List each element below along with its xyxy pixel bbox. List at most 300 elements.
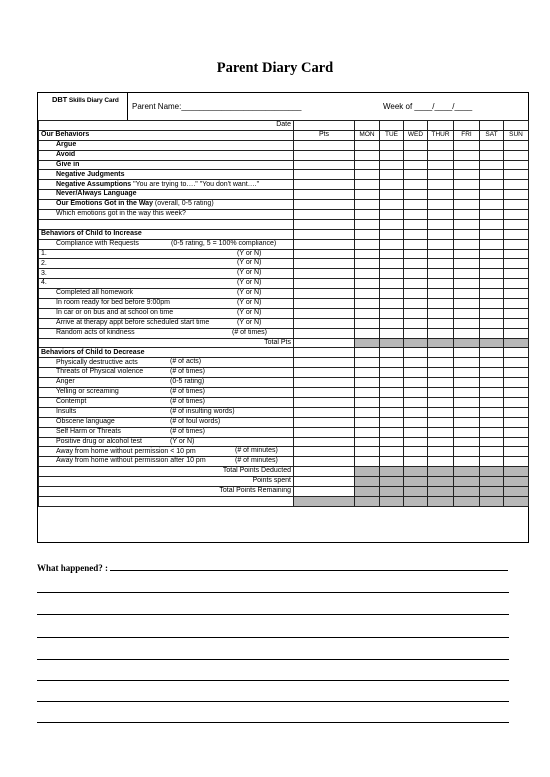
day-cell[interactable] — [454, 417, 480, 427]
day-cell[interactable] — [480, 338, 504, 348]
day-cell[interactable] — [454, 496, 480, 506]
day-cell[interactable] — [355, 318, 380, 328]
day-cell[interactable] — [428, 279, 454, 289]
day-cell[interactable] — [504, 467, 529, 477]
day-cell[interactable] — [428, 259, 454, 269]
day-cell[interactable] — [428, 338, 454, 348]
day-cell[interactable] — [480, 140, 504, 150]
day-cell[interactable] — [454, 328, 480, 338]
day-cell[interactable] — [404, 338, 428, 348]
day-cell[interactable] — [504, 219, 529, 229]
pts-cell[interactable] — [294, 249, 355, 259]
pts-cell[interactable] — [294, 279, 355, 289]
day-cell[interactable] — [504, 397, 529, 407]
day-cell[interactable] — [504, 210, 529, 220]
pts-cell[interactable] — [294, 348, 355, 358]
day-cell[interactable] — [355, 348, 380, 358]
day-cell[interactable] — [404, 170, 428, 180]
day-cell[interactable] — [380, 269, 404, 279]
day-cell[interactable] — [480, 368, 504, 378]
day-cell[interactable] — [355, 338, 380, 348]
day-cell[interactable] — [504, 457, 529, 467]
day-cell[interactable] — [355, 170, 380, 180]
day-cell[interactable] — [355, 358, 380, 368]
day-cell[interactable] — [380, 229, 404, 239]
day-cell[interactable] — [380, 318, 404, 328]
day-cell[interactable] — [428, 358, 454, 368]
day-cell[interactable] — [404, 308, 428, 318]
week-of-field[interactable]: Week of ____/____/____ — [383, 102, 473, 111]
day-cell[interactable] — [404, 121, 428, 131]
answer-line[interactable] — [110, 570, 508, 571]
day-cell[interactable] — [504, 150, 529, 160]
day-cell[interactable] — [480, 289, 504, 299]
day-cell[interactable] — [428, 368, 454, 378]
pts-cell[interactable] — [294, 219, 355, 229]
day-cell[interactable] — [504, 348, 529, 358]
day-cell[interactable] — [380, 397, 404, 407]
day-cell[interactable] — [454, 289, 480, 299]
day-cell[interactable] — [380, 328, 404, 338]
day-cell[interactable] — [428, 388, 454, 398]
day-cell[interactable] — [454, 190, 480, 200]
day-cell[interactable] — [404, 279, 428, 289]
pts-cell[interactable] — [294, 378, 355, 388]
day-cell[interactable] — [454, 407, 480, 417]
day-cell[interactable] — [355, 140, 380, 150]
day-cell[interactable] — [380, 388, 404, 398]
day-cell[interactable] — [504, 486, 529, 496]
day-cell[interactable] — [380, 259, 404, 269]
day-cell[interactable] — [504, 378, 529, 388]
day-cell[interactable] — [504, 229, 529, 239]
day-cell[interactable] — [480, 219, 504, 229]
day-cell[interactable] — [480, 496, 504, 506]
day-cell[interactable] — [480, 259, 504, 269]
pts-cell[interactable] — [294, 467, 355, 477]
day-cell[interactable] — [428, 210, 454, 220]
day-cell[interactable] — [480, 190, 504, 200]
day-cell[interactable] — [504, 121, 529, 131]
day-cell[interactable] — [454, 486, 480, 496]
day-cell[interactable] — [504, 180, 529, 190]
day-cell[interactable] — [480, 150, 504, 160]
day-cell[interactable] — [480, 279, 504, 289]
day-cell[interactable] — [380, 299, 404, 309]
day-cell[interactable] — [504, 299, 529, 309]
day-cell[interactable] — [404, 289, 428, 299]
day-cell[interactable] — [504, 249, 529, 259]
day-cell[interactable] — [504, 358, 529, 368]
pts-cell[interactable] — [294, 427, 355, 437]
day-cell[interactable] — [355, 457, 380, 467]
day-cell[interactable] — [428, 348, 454, 358]
day-cell[interactable] — [404, 318, 428, 328]
day-cell[interactable] — [504, 200, 529, 210]
day-cell[interactable] — [454, 338, 480, 348]
day-cell[interactable] — [454, 249, 480, 259]
pts-cell[interactable] — [294, 457, 355, 467]
day-cell[interactable] — [454, 279, 480, 289]
pts-cell[interactable] — [294, 140, 355, 150]
day-cell[interactable] — [480, 328, 504, 338]
day-cell[interactable] — [428, 467, 454, 477]
day-cell[interactable] — [504, 318, 529, 328]
day-cell[interactable] — [404, 190, 428, 200]
pts-cell[interactable] — [294, 368, 355, 378]
day-cell[interactable] — [480, 249, 504, 259]
day-cell[interactable] — [480, 239, 504, 249]
day-cell[interactable] — [380, 308, 404, 318]
day-cell[interactable] — [355, 447, 380, 457]
day-cell[interactable] — [380, 338, 404, 348]
day-cell[interactable] — [454, 299, 480, 309]
day-cell[interactable] — [480, 269, 504, 279]
day-cell[interactable] — [454, 397, 480, 407]
day-cell[interactable] — [454, 477, 480, 487]
day-cell[interactable] — [454, 447, 480, 457]
pts-cell[interactable] — [294, 417, 355, 427]
day-cell[interactable] — [404, 269, 428, 279]
pts-cell[interactable] — [294, 259, 355, 269]
day-cell[interactable] — [404, 180, 428, 190]
day-cell[interactable] — [428, 140, 454, 150]
day-cell[interactable] — [454, 437, 480, 447]
day-cell[interactable] — [404, 150, 428, 160]
day-cell[interactable] — [454, 467, 480, 477]
day-cell[interactable] — [480, 318, 504, 328]
pts-cell[interactable] — [294, 318, 355, 328]
day-cell[interactable] — [428, 427, 454, 437]
day-cell[interactable] — [404, 397, 428, 407]
answer-line[interactable] — [37, 722, 509, 723]
day-cell[interactable] — [404, 328, 428, 338]
day-cell[interactable] — [380, 407, 404, 417]
day-cell[interactable] — [454, 269, 480, 279]
day-cell[interactable] — [504, 160, 529, 170]
day-cell[interactable] — [454, 150, 480, 160]
day-cell[interactable] — [355, 378, 380, 388]
day-cell[interactable] — [404, 358, 428, 368]
parent-name-field[interactable]: Parent Name:___________________________ — [132, 102, 302, 111]
day-cell[interactable] — [504, 496, 529, 506]
day-cell[interactable] — [504, 388, 529, 398]
day-cell[interactable] — [355, 368, 380, 378]
day-cell[interactable] — [380, 457, 404, 467]
day-cell[interactable] — [404, 299, 428, 309]
day-cell[interactable] — [428, 170, 454, 180]
day-cell[interactable] — [454, 259, 480, 269]
day-cell[interactable] — [428, 229, 454, 239]
day-cell[interactable] — [504, 477, 529, 487]
answer-line[interactable] — [37, 659, 509, 660]
day-cell[interactable] — [355, 219, 380, 229]
day-cell[interactable] — [380, 358, 404, 368]
day-cell[interactable] — [504, 140, 529, 150]
day-cell[interactable] — [504, 279, 529, 289]
day-cell[interactable] — [504, 447, 529, 457]
day-cell[interactable] — [480, 397, 504, 407]
pts-cell[interactable] — [294, 407, 355, 417]
day-cell[interactable] — [380, 249, 404, 259]
day-cell[interactable] — [355, 150, 380, 160]
day-cell[interactable] — [480, 388, 504, 398]
day-cell[interactable] — [428, 150, 454, 160]
day-cell[interactable] — [355, 328, 380, 338]
pts-cell[interactable] — [294, 269, 355, 279]
answer-line[interactable] — [37, 614, 509, 615]
pts-cell[interactable] — [294, 229, 355, 239]
day-cell[interactable] — [454, 229, 480, 239]
day-cell[interactable] — [454, 170, 480, 180]
day-cell[interactable] — [504, 269, 529, 279]
pts-cell[interactable] — [294, 328, 355, 338]
day-cell[interactable] — [355, 308, 380, 318]
day-cell[interactable] — [504, 190, 529, 200]
day-cell[interactable] — [404, 388, 428, 398]
day-cell[interactable] — [428, 447, 454, 457]
day-cell[interactable] — [480, 467, 504, 477]
pts-cell[interactable] — [294, 190, 355, 200]
day-cell[interactable] — [428, 457, 454, 467]
day-cell[interactable] — [428, 378, 454, 388]
pts-cell[interactable] — [294, 299, 355, 309]
day-cell[interactable] — [480, 358, 504, 368]
day-cell[interactable] — [355, 210, 380, 220]
day-cell[interactable] — [380, 170, 404, 180]
day-cell[interactable] — [404, 249, 428, 259]
day-cell[interactable] — [480, 437, 504, 447]
day-cell[interactable] — [380, 447, 404, 457]
day-cell[interactable] — [454, 239, 480, 249]
day-cell[interactable] — [380, 437, 404, 447]
day-cell[interactable] — [454, 210, 480, 220]
day-cell[interactable] — [404, 219, 428, 229]
pts-cell[interactable] — [294, 150, 355, 160]
day-cell[interactable] — [428, 486, 454, 496]
day-cell[interactable] — [454, 427, 480, 437]
day-cell[interactable] — [380, 121, 404, 131]
day-cell[interactable] — [404, 210, 428, 220]
day-cell[interactable] — [380, 279, 404, 289]
day-cell[interactable] — [404, 437, 428, 447]
day-cell[interactable] — [380, 417, 404, 427]
day-cell[interactable] — [355, 417, 380, 427]
day-cell[interactable] — [404, 447, 428, 457]
day-cell[interactable] — [404, 477, 428, 487]
day-cell[interactable] — [404, 348, 428, 358]
pts-cell[interactable] — [294, 496, 355, 506]
day-cell[interactable] — [404, 259, 428, 269]
day-cell[interactable] — [504, 338, 529, 348]
day-cell[interactable] — [428, 417, 454, 427]
day-cell[interactable] — [355, 427, 380, 437]
pts-cell[interactable] — [294, 447, 355, 457]
day-cell[interactable] — [355, 486, 380, 496]
day-cell[interactable] — [504, 427, 529, 437]
day-cell[interactable] — [428, 200, 454, 210]
day-cell[interactable] — [355, 121, 380, 131]
pts-cell[interactable] — [294, 289, 355, 299]
day-cell[interactable] — [480, 457, 504, 467]
day-cell[interactable] — [404, 417, 428, 427]
day-cell[interactable] — [428, 249, 454, 259]
pts-cell[interactable] — [294, 180, 355, 190]
day-cell[interactable] — [504, 437, 529, 447]
answer-line[interactable] — [37, 680, 509, 681]
day-cell[interactable] — [355, 239, 380, 249]
day-cell[interactable] — [480, 378, 504, 388]
day-cell[interactable] — [428, 289, 454, 299]
day-cell[interactable] — [504, 239, 529, 249]
day-cell[interactable] — [380, 219, 404, 229]
day-cell[interactable] — [380, 477, 404, 487]
answer-line[interactable] — [37, 592, 509, 593]
pts-cell[interactable] — [294, 338, 355, 348]
pts-cell[interactable] — [294, 388, 355, 398]
answer-line[interactable] — [37, 637, 509, 638]
day-cell[interactable] — [355, 279, 380, 289]
day-cell[interactable] — [480, 447, 504, 457]
day-cell[interactable] — [355, 259, 380, 269]
day-cell[interactable] — [454, 121, 480, 131]
day-cell[interactable] — [404, 160, 428, 170]
day-cell[interactable] — [380, 210, 404, 220]
day-cell[interactable] — [428, 121, 454, 131]
day-cell[interactable] — [404, 229, 428, 239]
day-cell[interactable] — [504, 259, 529, 269]
day-cell[interactable] — [355, 249, 380, 259]
pts-cell[interactable] — [294, 210, 355, 220]
day-cell[interactable] — [380, 427, 404, 437]
day-cell[interactable] — [404, 368, 428, 378]
day-cell[interactable] — [380, 348, 404, 358]
pts-cell[interactable] — [294, 486, 355, 496]
day-cell[interactable] — [454, 160, 480, 170]
day-cell[interactable] — [355, 388, 380, 398]
day-cell[interactable] — [355, 269, 380, 279]
day-cell[interactable] — [428, 239, 454, 249]
day-cell[interactable] — [454, 378, 480, 388]
day-cell[interactable] — [480, 299, 504, 309]
day-cell[interactable] — [355, 477, 380, 487]
day-cell[interactable] — [428, 190, 454, 200]
day-cell[interactable] — [454, 219, 480, 229]
pts-cell[interactable] — [294, 358, 355, 368]
pts-cell[interactable] — [294, 121, 355, 131]
day-cell[interactable] — [380, 200, 404, 210]
day-cell[interactable] — [404, 427, 428, 437]
day-cell[interactable] — [454, 318, 480, 328]
day-cell[interactable] — [404, 200, 428, 210]
day-cell[interactable] — [404, 140, 428, 150]
pts-cell[interactable] — [294, 170, 355, 180]
day-cell[interactable] — [355, 160, 380, 170]
day-cell[interactable] — [428, 219, 454, 229]
day-cell[interactable] — [404, 467, 428, 477]
day-cell[interactable] — [355, 200, 380, 210]
day-cell[interactable] — [428, 318, 454, 328]
day-cell[interactable] — [480, 180, 504, 190]
day-cell[interactable] — [404, 496, 428, 506]
pts-cell[interactable] — [294, 160, 355, 170]
day-cell[interactable] — [380, 160, 404, 170]
day-cell[interactable] — [355, 180, 380, 190]
day-cell[interactable] — [380, 180, 404, 190]
day-cell[interactable] — [504, 417, 529, 427]
answer-line[interactable] — [37, 701, 509, 702]
day-cell[interactable] — [480, 210, 504, 220]
day-cell[interactable] — [454, 348, 480, 358]
day-cell[interactable] — [454, 457, 480, 467]
day-cell[interactable] — [380, 368, 404, 378]
day-cell[interactable] — [355, 229, 380, 239]
day-cell[interactable] — [454, 388, 480, 398]
day-cell[interactable] — [480, 348, 504, 358]
day-cell[interactable] — [355, 496, 380, 506]
day-cell[interactable] — [504, 308, 529, 318]
day-cell[interactable] — [480, 160, 504, 170]
day-cell[interactable] — [380, 140, 404, 150]
day-cell[interactable] — [428, 160, 454, 170]
day-cell[interactable] — [480, 200, 504, 210]
day-cell[interactable] — [355, 299, 380, 309]
day-cell[interactable] — [380, 239, 404, 249]
day-cell[interactable] — [404, 486, 428, 496]
day-cell[interactable] — [480, 170, 504, 180]
day-cell[interactable] — [380, 150, 404, 160]
day-cell[interactable] — [404, 457, 428, 467]
day-cell[interactable] — [428, 328, 454, 338]
pts-cell[interactable] — [294, 308, 355, 318]
day-cell[interactable] — [480, 308, 504, 318]
pts-cell[interactable] — [294, 397, 355, 407]
day-cell[interactable] — [380, 486, 404, 496]
day-cell[interactable] — [355, 397, 380, 407]
day-cell[interactable] — [355, 437, 380, 447]
day-cell[interactable] — [355, 289, 380, 299]
day-cell[interactable] — [504, 407, 529, 417]
day-cell[interactable] — [355, 190, 380, 200]
day-cell[interactable] — [428, 496, 454, 506]
day-cell[interactable] — [454, 200, 480, 210]
day-cell[interactable] — [480, 407, 504, 417]
day-cell[interactable] — [480, 427, 504, 437]
day-cell[interactable] — [504, 328, 529, 338]
day-cell[interactable] — [428, 308, 454, 318]
day-cell[interactable] — [428, 407, 454, 417]
day-cell[interactable] — [404, 407, 428, 417]
day-cell[interactable] — [428, 299, 454, 309]
day-cell[interactable] — [355, 467, 380, 477]
day-cell[interactable] — [355, 407, 380, 417]
pts-cell[interactable] — [294, 477, 355, 487]
day-cell[interactable] — [504, 289, 529, 299]
day-cell[interactable] — [504, 170, 529, 180]
day-cell[interactable] — [404, 239, 428, 249]
pts-cell[interactable] — [294, 239, 355, 249]
day-cell[interactable] — [380, 378, 404, 388]
day-cell[interactable] — [454, 368, 480, 378]
day-cell[interactable] — [428, 397, 454, 407]
pts-cell[interactable] — [294, 437, 355, 447]
day-cell[interactable] — [428, 437, 454, 447]
day-cell[interactable] — [504, 368, 529, 378]
day-cell[interactable] — [454, 140, 480, 150]
day-cell[interactable] — [428, 269, 454, 279]
day-cell[interactable] — [454, 180, 480, 190]
day-cell[interactable] — [428, 477, 454, 487]
